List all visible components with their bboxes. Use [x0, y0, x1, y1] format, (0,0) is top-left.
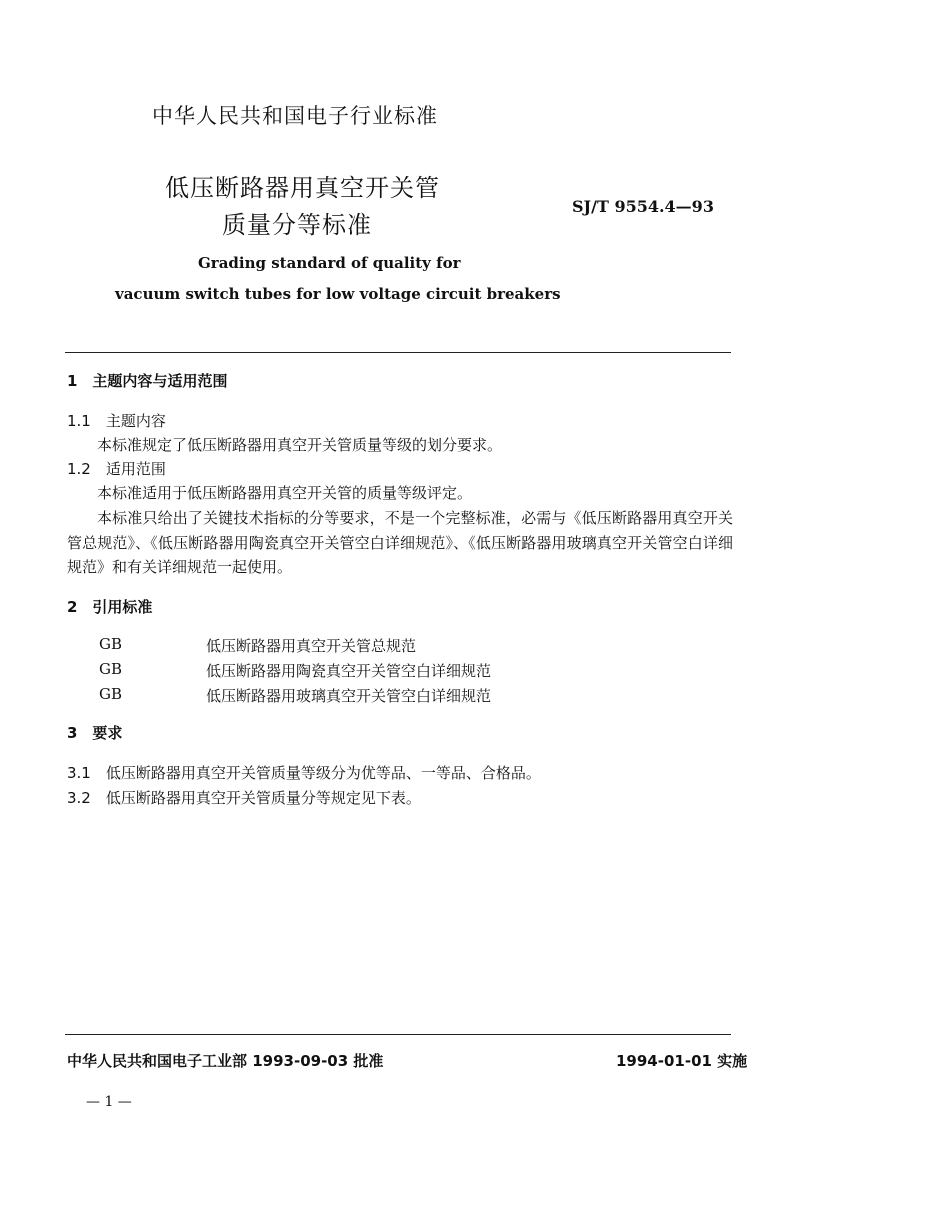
section-1-2-text: 本标准适用于低压断路器用真空开关管的质量等级评定。	[97, 484, 473, 502]
section-1-heading: 1 主题内容与适用范围	[67, 372, 228, 390]
section-3-2-text: 3.2 低压断路器用真空开关管质量分等规定见下表。	[67, 789, 421, 807]
page-number: — 1 —	[86, 1094, 132, 1110]
reference-code: GB	[99, 660, 123, 678]
title-line-2: 质量分等标准	[222, 211, 372, 239]
section-1-1-heading: 1.1 主题内容	[67, 412, 166, 430]
english-title-line-2: vacuum switch tubes for low voltage circuit breakers	[115, 285, 561, 303]
english-title-line-1: Grading standard of quality for	[198, 254, 461, 272]
reference-title: 低压断路器用玻璃真空开关管空白详细规范	[206, 687, 492, 705]
section-1-2-paragraph: 本标准只给出了关键技术指标的分等要求，不是一个完整标准，必需与《低压断路器用真空开关管总规范》、《低压断路器用陶瓷真空开关管空白详细规范》、《低压断路器用玻璃真空开关管空白详细规范》和有关详细规范一起使用。	[67, 509, 733, 576]
issuing-authority: 中华人民共和国电子行业标准	[152, 104, 438, 128]
reference-title: 低压断路器用真空开关管总规范	[206, 637, 417, 655]
section-2-heading: 2 引用标准	[67, 598, 153, 616]
standard-code: SJ/T 9554.4—93	[572, 197, 714, 216]
title-line-1: 低压断路器用真空开关管	[165, 174, 440, 202]
reference-title: 低压断路器用陶瓷真空开关管空白详细规范	[206, 662, 492, 680]
effective-date: 1994-01-01 实施	[616, 1052, 748, 1070]
approval-line: 中华人民共和国电子工业部 1993-09-03 批准	[67, 1052, 384, 1070]
reference-code: GB	[99, 635, 123, 653]
bottom-divider	[65, 1034, 731, 1035]
section-1-1-text: 本标准规定了低压断路器用真空开关管质量等级的划分要求。	[97, 436, 503, 454]
reference-code: GB	[99, 685, 123, 703]
section-3-1-text: 3.1 低压断路器用真空开关管质量等级分为优等品、一等品、合格品。	[67, 764, 541, 782]
section-3-heading: 3 要求	[67, 724, 123, 742]
section-1-2-heading: 1.2 适用范围	[67, 460, 166, 478]
top-divider	[65, 352, 731, 353]
